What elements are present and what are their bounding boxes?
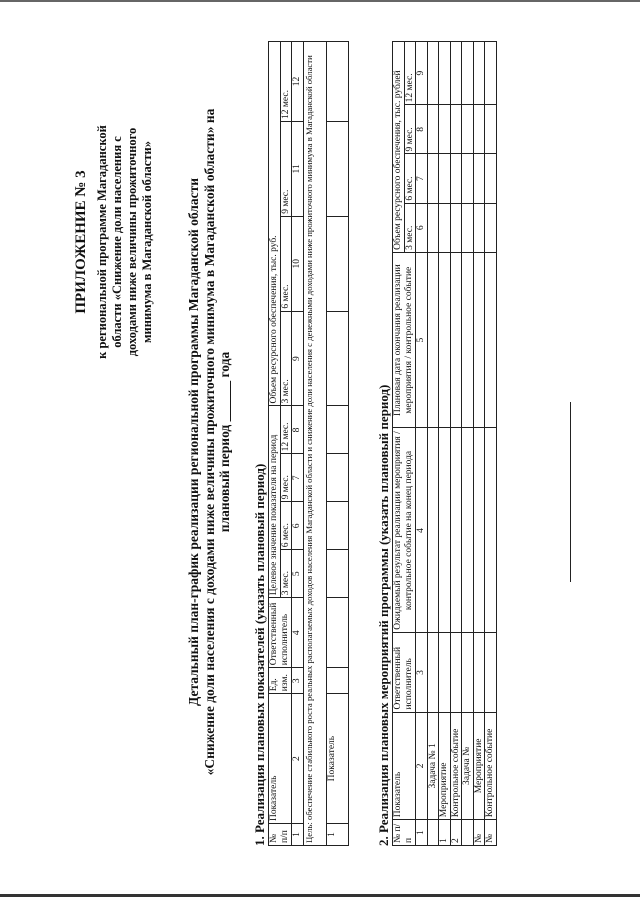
row-label: Задача № bbox=[462, 712, 474, 820]
period-header: 9 мес. bbox=[280, 121, 292, 216]
goal-row: Цель: обеспечение стабильного роста реальных располагаемых доходов населения Магаданской области и снижение доли населения с денежными доходами ниже прожиточного минимума в Магаданской области bbox=[303, 42, 326, 846]
column-number: 2 bbox=[416, 712, 428, 820]
empty-cell bbox=[462, 42, 474, 105]
period-header: 6 мес. bbox=[280, 216, 292, 311]
period-header: 3 мес. bbox=[280, 550, 292, 598]
empty-cell bbox=[326, 598, 348, 668]
table-row bbox=[473, 42, 485, 846]
period-header: 12 мес. bbox=[404, 42, 416, 105]
empty-cell bbox=[427, 633, 439, 712]
scan-border-top bbox=[0, 0, 640, 2]
col-num-header: № п/п bbox=[269, 824, 292, 846]
empty-cell bbox=[326, 502, 348, 550]
section2-heading: 2. Реализация плановых мероприятий программы (указать плановый период) bbox=[376, 384, 391, 846]
col-target-header: Целевое значение показателя на период bbox=[269, 406, 281, 598]
column-number: 6 bbox=[292, 502, 304, 550]
empty-cell bbox=[439, 203, 451, 252]
column-number: 4 bbox=[416, 428, 428, 633]
period-header: 9 мес. bbox=[404, 105, 416, 154]
column-number: 11 bbox=[292, 121, 304, 216]
col-resource-header: Объем ресурсного обеспечения, тыс. руб. bbox=[269, 42, 281, 406]
row-label: Контрольное событие bbox=[450, 712, 462, 820]
empty-cell bbox=[462, 154, 474, 203]
column-number: 3 bbox=[292, 668, 304, 694]
empty-cell bbox=[439, 252, 451, 428]
appendix-header: ПРИЛОЖЕНИЕ № 3 bbox=[73, 170, 89, 314]
empty-cell bbox=[485, 633, 497, 712]
table-row bbox=[485, 42, 497, 846]
empty-cell bbox=[326, 42, 348, 122]
period-header: 12 мес. bbox=[280, 406, 292, 454]
empty-cell bbox=[439, 154, 451, 203]
empty-cell bbox=[450, 203, 462, 252]
column-number: 9 bbox=[416, 42, 428, 105]
column-number: 2 bbox=[292, 694, 304, 824]
title-line: плановый период ______ года bbox=[217, 351, 232, 533]
empty-cell bbox=[473, 252, 485, 428]
empty-cell bbox=[450, 633, 462, 712]
col-indicator-header: Показатель bbox=[269, 694, 292, 824]
empty-cell bbox=[439, 428, 451, 633]
empty-cell bbox=[450, 42, 462, 105]
col-unit-header: Ед. изм. bbox=[269, 668, 292, 694]
title-line: «Снижение доли населения с доходами ниже величины прожиточного минимума в Магаданской области» на bbox=[201, 108, 217, 776]
column-number: 5 bbox=[292, 550, 304, 598]
column-number: 12 bbox=[292, 42, 304, 122]
empty-cell bbox=[473, 105, 485, 154]
empty-cell bbox=[485, 428, 497, 633]
scan-border-bottom bbox=[0, 894, 640, 897]
column-number: 8 bbox=[416, 105, 428, 154]
empty-cell bbox=[462, 203, 474, 252]
row-number: № bbox=[473, 820, 485, 846]
table-row bbox=[450, 42, 462, 846]
empty-cell bbox=[473, 633, 485, 712]
period-header: 3 мес. bbox=[404, 203, 416, 252]
column-number: 7 bbox=[292, 454, 304, 502]
empty-cell bbox=[473, 428, 485, 633]
empty-cell bbox=[450, 154, 462, 203]
empty-cell bbox=[326, 121, 348, 216]
empty-cell bbox=[427, 42, 439, 105]
column-number: 10 bbox=[292, 216, 304, 311]
appendix-line: области «Снижение доли населения с bbox=[110, 136, 124, 348]
row-label: Контрольное событие bbox=[485, 712, 497, 820]
appendix-line: минимума в Магаданской области» bbox=[140, 141, 154, 343]
table-row bbox=[439, 42, 451, 846]
appendix-line: к региональной программе Магаданской bbox=[95, 125, 109, 359]
column-number: 3 bbox=[416, 633, 428, 712]
column-number-row bbox=[292, 42, 304, 846]
column-number: 8 bbox=[292, 406, 304, 454]
empty-cell bbox=[485, 42, 497, 105]
table-row bbox=[462, 42, 474, 846]
row-label: Задача № 1 bbox=[427, 712, 439, 820]
appendix-line: доходами ниже величины прожиточного bbox=[125, 127, 139, 357]
empty-cell bbox=[462, 633, 474, 712]
col-resource-header: Объем ресурсного обеспечения, тыс. рублей bbox=[393, 42, 405, 253]
rotated-content bbox=[0, 12, 640, 872]
title-line: Детальный план-график реализации региональной программы Магаданской области bbox=[186, 178, 201, 706]
period-header: 3 мес. bbox=[280, 311, 292, 406]
empty-cell bbox=[326, 406, 348, 454]
column-number: 4 bbox=[292, 598, 304, 668]
empty-cell bbox=[326, 454, 348, 502]
empty-cell bbox=[450, 252, 462, 428]
empty-cell bbox=[473, 42, 485, 105]
empty-cell bbox=[473, 154, 485, 203]
empty-cell bbox=[450, 105, 462, 154]
empty-cell bbox=[439, 633, 451, 712]
column-number: 1 bbox=[416, 820, 428, 846]
empty-cell bbox=[439, 42, 451, 105]
empty-cell bbox=[462, 428, 474, 633]
row-number: 1 bbox=[326, 824, 348, 846]
row-label: Мероприятие bbox=[439, 712, 451, 820]
row-number: № bbox=[485, 820, 497, 846]
empty-cell bbox=[427, 154, 439, 203]
col-expected-header: Ожидаемый результат реализации мероприятия / контрольное событие на конец периода bbox=[393, 428, 416, 633]
empty-cell bbox=[427, 203, 439, 252]
empty-cell bbox=[326, 216, 348, 311]
period-header: 6 мес. bbox=[280, 502, 292, 550]
period-header: 6 мес. bbox=[404, 154, 416, 203]
col-indicator-header: Показатель bbox=[393, 712, 416, 820]
empty-cell bbox=[450, 428, 462, 633]
col-num-header: № п/п bbox=[393, 820, 416, 846]
period-header: 12 мес. bbox=[280, 42, 292, 122]
empty-cell bbox=[326, 668, 348, 694]
col-executor-header: Ответственный исполнитель bbox=[393, 633, 416, 712]
column-number: 7 bbox=[416, 154, 428, 203]
empty-cell bbox=[485, 203, 497, 252]
empty-cell bbox=[427, 252, 439, 428]
empty-cell bbox=[485, 154, 497, 203]
col-deadline-header: Плановая дата окончания реализации мероприятия / контрольное событие bbox=[393, 252, 416, 428]
empty-cell bbox=[462, 105, 474, 154]
empty-cell bbox=[326, 311, 348, 406]
column-number: 5 bbox=[416, 252, 428, 428]
empty-cell bbox=[462, 252, 474, 428]
table-row bbox=[427, 42, 439, 846]
row-indicator: Показатель bbox=[326, 694, 348, 824]
empty-cell bbox=[485, 105, 497, 154]
empty-cell bbox=[427, 105, 439, 154]
empty-cell bbox=[439, 105, 451, 154]
indicators-table bbox=[268, 41, 349, 846]
table-row bbox=[326, 42, 348, 846]
row-number bbox=[462, 820, 474, 846]
row-number: 2 bbox=[450, 820, 462, 846]
col-executor-header: Ответственный исполнитель bbox=[269, 598, 292, 668]
empty-cell bbox=[473, 203, 485, 252]
empty-cell bbox=[427, 428, 439, 633]
column-number: 6 bbox=[416, 203, 428, 252]
empty-cell bbox=[485, 252, 497, 428]
empty-cell bbox=[326, 550, 348, 598]
signature-line bbox=[570, 402, 571, 582]
period-header: 9 мес. bbox=[280, 454, 292, 502]
section1-heading: 1. Реализация плановых показателей (указать плановый период) bbox=[252, 463, 267, 846]
column-number: 1 bbox=[292, 824, 304, 846]
activities-table bbox=[392, 41, 497, 846]
appendix-block bbox=[0, 52, 155, 432]
row-number bbox=[427, 820, 439, 846]
row-label: Мероприятие bbox=[473, 712, 485, 820]
row-number: 1 bbox=[439, 820, 451, 846]
column-number: 9 bbox=[292, 311, 304, 406]
column-number-row bbox=[416, 42, 428, 846]
document-title bbox=[186, 72, 233, 812]
